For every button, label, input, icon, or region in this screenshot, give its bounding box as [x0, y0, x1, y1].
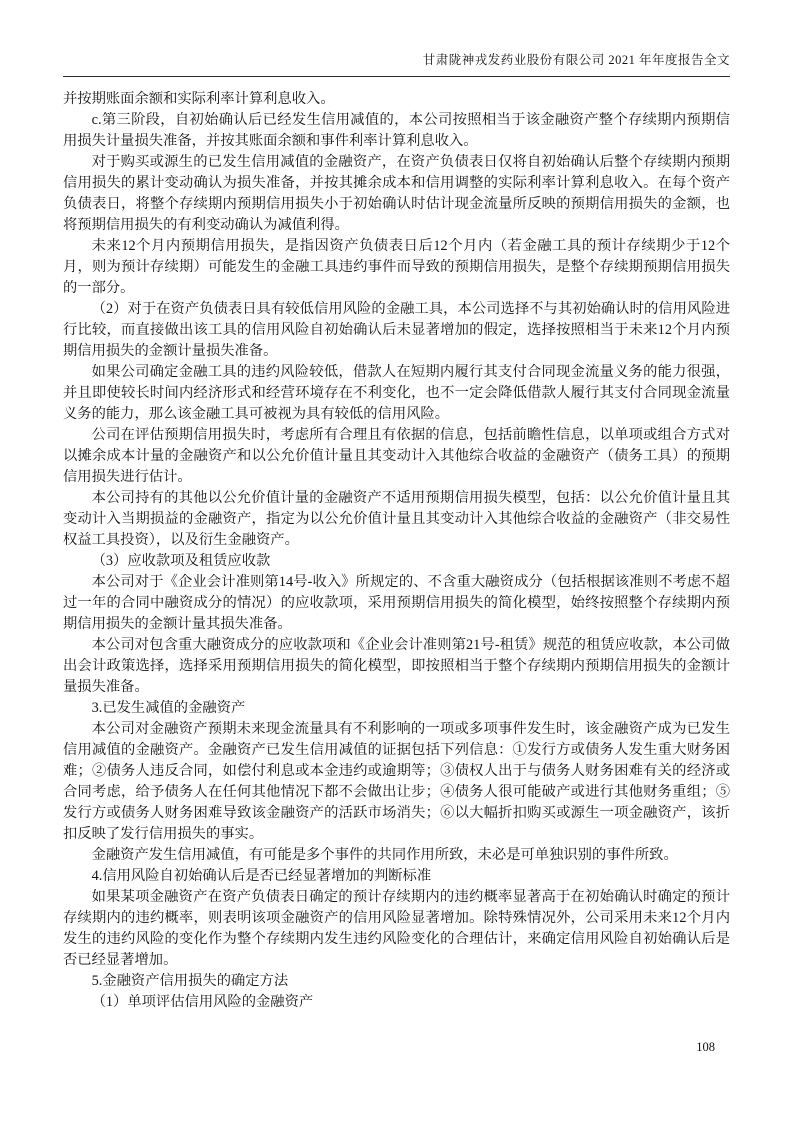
paragraph: （1）单项评估信用风险的金融资产: [91, 994, 314, 1010]
paragraph: 金融资产发生信用减值，有可能是多个事件的共同作用所致，未必是可单独识别的事件所致。: [91, 847, 678, 863]
paragraph: 5.金融资产信用损失的确定方法: [91, 973, 289, 989]
paragraph: （2）对于在资产负债表日具有较低信用风险的金融工具，本公司选择不与其初始确认时的信用风险进行比较，而直接做出该工具的信用风险自初始确认后未显著增加的假定，选择按照相当于未来12个月内预期信用损失的金额计量损失准备。: [63, 301, 730, 359]
paragraph: （3）应收款项及租赁应收款: [91, 553, 271, 569]
page-number: 108: [696, 1040, 715, 1054]
paragraph: 4.信用风险自初始确认后是否已经显著增加的判断标准: [91, 868, 432, 884]
paragraph: c.第三阶段，自初始确认后已经发生信用减值的，本公司按照相当于该金融资产整个存续期内预期信用损失计量损失准备，并按其账面余额和事件利率计算利息收入。: [63, 112, 730, 149]
page-header: [63, 52, 730, 77]
paragraph: 如果公司确定金融工具的违约风险较低，借款人在短期内履行其支付合同现金流量义务的能力很强，并且即使较长时间内经济形式和经营环境存在不利变化，也不一定会降低借款人履行其支付合同现金流量义务的能力，那么该金融工具可被视为具有较低的信用风险。: [63, 364, 730, 422]
paragraph: 未来12个月内预期信用损失，是指因资产负债表日后12个月内（若金融工具的预计存续期少于12个月，则为预计存续期）可能发生的金融工具违约事件而导致的预期信用损失，是整个存续期预期信用损失的一部分。: [63, 238, 730, 296]
paragraph: 并按期账面余额和实际利率计算利息收入。: [63, 91, 335, 107]
paragraph: 本公司对包含重大融资成分的应收款项和《企业会计准则第21号-租赁》规范的租赁应收款，本公司做出会计政策选择，选择采用预期信用损失的简化模型，即按照相当于整个存续期内预期信用损失的金额计量损失准备。: [63, 637, 730, 695]
paragraph: 3.已发生减值的金融资产: [91, 700, 246, 716]
paragraph: 本公司对于《企业会计准则第14号-收入》所规定的、不含重大融资成分（包括根据该准则不考虑不超过一年的合同中融资成分的情况）的应收款项，采用预期信用损失的简化模型，始终按照整个存续期内预期信用损失的金额计量其损失准备。: [63, 574, 730, 632]
header-title: 甘肃陇神戎发药业股份有限公司 2021 年年度报告全文: [422, 53, 730, 67]
paragraph: 如果某项金融资产在资产负债表日确定的预计存续期内的违约概率显著高于在初始确认时确定的预计存续期内的违约概率，则表明该项金融资产的信用风险显著增加。除特殊情况外，公司采用未来12个月内发生的违约风险的变化作为整个存续期内发生违约风险变化的合理估计，来确定信用风险自初始确认后是否已经显著增加。: [63, 889, 730, 968]
paragraph: 本公司持有的其他以公允价值计量的金融资产不适用预期信用损失模型，包括：以公允价值计量且其变动计入当期损益的金融资产，指定为以公允价值计量且其变动计入其他综合收益的金融资产（非交易性权益工具投资），以及衍生金融资产。: [63, 490, 730, 548]
paragraph: 本公司对金融资产预期未来现金流量具有不利影响的一项或多项事件发生时，该金融资产成为已发生信用减值的金融资产。金融资产已发生信用减值的证据包括下列信息：①发行方或债务人发生重大财务困难；②债务人违反合同，如偿付利息或本金违约或逾期等；③债权人出于与债务人财务困难有关的经济或合同考虑，给予债务人在任何其他情况下都不会做出让步；④债务人很可能破产或进行其他财务重组；⑤发行方或债务人财务困难导致该金融资产的活跃市场消失；⑥以大幅折扣购买或源生一项金融资产，该折扣反映了发行信用损失的事实。: [63, 721, 730, 842]
document-body: [63, 89, 730, 1013]
paragraph: 公司在评估预期信用损失时，考虑所有合理且有依据的信息，包括前瞻性信息，以单项或组合方式对以摊余成本计量的金融资产和以公允价值计量且其变动计入其他综合收益的金融资产（债务工具）的预期信用损失进行估计。: [63, 427, 730, 485]
paragraph: 对于购买或源生的已发生信用减值的金融资产，在资产负债表日仅将自初始确认后整个存续期内预期信用损失的累计变动确认为损失准备，并按其摊余成本和信用调整的实际利率计算利息收入。在每个资产负债表日，将整个存续期内预期信用损失小于初始确认时估计现金流量所反映的预期信用损失的金额，也将预期信用损失的有利变动确认为减值利得。: [63, 154, 730, 233]
